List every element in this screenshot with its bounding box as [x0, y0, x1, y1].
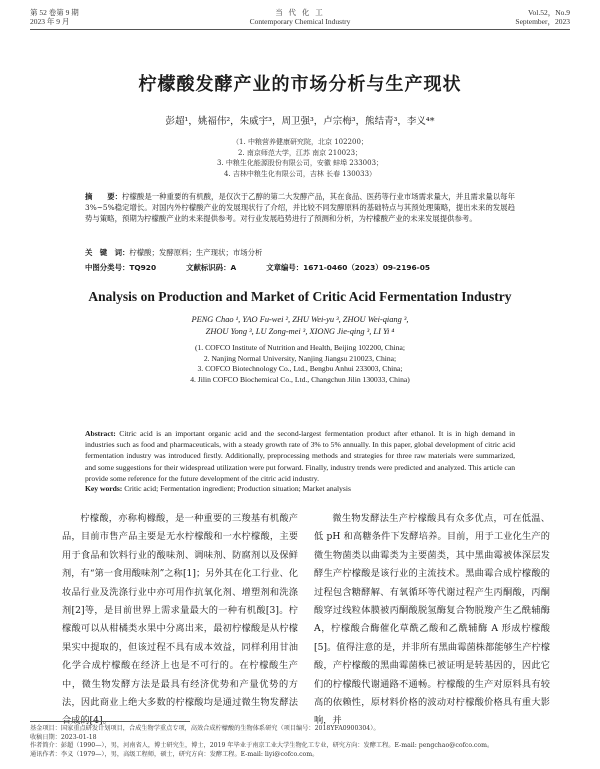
abstract-cn-label: 摘 要：: [85, 192, 123, 201]
affiliations-en: [0, 343, 600, 385]
abstract-en: [85, 428, 515, 484]
footnote-corresponding: 通讯作者：李义（1979—），男，高级工程师，硕士，研究方向：发酵工程。E-mail: liyi@cofco.com。: [30, 750, 319, 758]
authors-en-line-2: ZHOU Yong ³, LU Zong-mei ³, XIONG Jie-qing ³, LI Yi ⁴: [205, 327, 395, 336]
header-center: [200, 8, 400, 26]
clc-number: 中图分类号：TQ920: [85, 263, 157, 272]
footnote-received: 收稿日期：2023-01-18: [30, 733, 97, 741]
affiliation-cn-1: （1. 中粮营养健康研究院，北京 102200；: [232, 138, 368, 146]
affiliations-cn: [0, 137, 600, 179]
article-number: 文章编号：1671-0460（2023）09-2196-05: [266, 263, 430, 272]
keywords-en-label: Key words:: [85, 484, 123, 493]
affiliation-cn-2: 2. 南京师范大学，江苏 南京 210023；: [237, 148, 363, 157]
header-date: 2023 年 9 月: [30, 17, 70, 26]
keywords-cn-text: 柠檬酸；发酵原料；生产现状；市场分析: [129, 248, 263, 257]
affiliation-cn-3: 3. 中粮生化能源股份有限公司，安徽 蚌埠 233003；: [216, 159, 384, 167]
keywords-en: [85, 484, 515, 493]
abstract-cn-text: 柠檬酸是一种重要的有机酸，是仅次于乙醇的第二大发酵产品，其在食品、医药等行业市场需求量大，并且需求量以每年 3%~5%稳定增长。对国内外柠檬酸产业的发展现状行了介绍，并比较不同发酵原料的基础特点与其预处理策略，提出未来的发展趋势与策略，预期为柠檬酸产业的未来提供参考。对行业发展趋势进行了预测和分析，为柠檬酸产业的未来发展提供参考。: [85, 192, 515, 223]
body-left-column: 柠檬酸，亦称枸橼酸，是一种重要的三羧基有机酸产品，目前市售产品主要是无水柠檬酸和一水柠檬酸，主要用于食品和饮料行业的酸味剂、调味剂、防腐剂以及保鲜剂，有“第一食用酸味剂”之称[1]；另外其在化工行业、化妆品行业及洗涤行业中亦可用作抗氧化剂、增塑剂和洗涤剂[2]等，是目前世界上需求量最大的一种有机酸[3]。柠檬酸可以从柑橘类水果中分离出来，最初柠檬酸是从柠檬果实中提取的，但该过程不具有成本效益，同样利用甘油化学合成柠檬酸在经济上也是不可行的。在柠檬酸生产中，微生物发酵方法是最具有经济优势和产量优势的方法，因此商业上绝大多数的柠檬酸均是通过微生物发酵法合成的[4]。: [62, 513, 298, 727]
abstract-cn: [85, 191, 515, 224]
classification-row: [85, 262, 515, 273]
abstract-en-text: Citric acid is an important organic acid and the second-largest fermentation product after ethanol. It is in high demand in industries such as food and pharmaceuticals, with a steady growth rate of 3% to 5% annually. In this paper, global development of citric acid fermentation industry was introduced firstly. Additionally, preprocessing methods and strategies for three raw materials were summarized, and some suggestions for their widespread utilization were put forward. Finally, industry trends were predicted and analyzed. This article can provide some reference for the future development of the citric acid industry.: [85, 429, 515, 483]
affiliation-en-3: 3. COFCO Biotechnology Co., Ltd., Bengbu Anhui 233003, China;: [197, 364, 403, 373]
document-code: 文献标识码：A: [186, 263, 237, 272]
header-right: [515, 8, 570, 26]
header-left: [30, 8, 79, 26]
body-right-column: 微生物发酵法生产柠檬酸具有众多优点，可在低温、低 pH 和高糖条件下发酵培养。目前，用于工业化生产的微生物菌类以曲霉类为主要菌类，其中黑曲霉被体深层发酵生产柠檬酸是该行业的主流技术。黑曲霉合成柠檬酸的过程包含糖酵解、有氧循环等代谢过程产生丙酮酸，丙酮酸穿过线粒体膜被丙酮酸脱氢酶复合物脱羧产生乙酰辅酶 A，柠檬酸合酶催化草酰乙酸和乙酰辅酶 A 形成柠檬酸[5]。值得注意的是，并非所有黑曲霉菌株都能够生产柠檬酸，产柠檬酸的黑曲霉菌株已被证明是转基因的，因此它们的柠檬酸代谢通路不通畅。柠檬酸的生产对原料具有较高的依赖性，原材料价格的波动对柠檬酸价格具有重大影响，并: [314, 513, 550, 727]
affiliation-cn-4: 4. 吉林中粮生化有限公司，吉林 长春 130033）: [223, 169, 377, 178]
header-date-en: September，2023: [515, 17, 570, 26]
abstract-en-label: Abstract:: [85, 429, 116, 438]
header-volume-en: Vol.52，No.9: [528, 8, 570, 17]
footnote-author-bio: 作者简介：彭超（1990—），男，河南省人，博士研究生，博士，2019 年毕业于南京工业大学生物化工专业，研究方向：发酵工程。E-mail: pengchao@cofco.com。: [30, 742, 494, 750]
keywords-cn: [85, 247, 515, 258]
paper-title-en: Analysis on Production and Market of Critic Acid Fermentation Industry: [88, 289, 512, 304]
journal-name-en: Contemporary Chemical Industry: [249, 17, 351, 26]
paper-title-cn: 柠檬酸发酵产业的市场分析与生产现状: [138, 74, 462, 95]
header-rule: [30, 29, 570, 30]
authors-en-line-1: PENG Chao ¹, YAO Fu-wei ², ZHU Wei-yu ³, ZHOU Wei-qiang ³,: [191, 315, 409, 324]
affiliation-en-1: (1. COFCO Institute of Nutrition and Health, Beijing 102200, China;: [194, 343, 406, 352]
affiliation-en-4: 4. Jilin COFCO Biochemical Co., Ltd., Changchun Jilin 130033, China): [190, 374, 410, 384]
footnote-fund: 基金项目：国家重点研发计划项目，合成生物学重点专项，高效合成柠檬酸的生物体系研究（项目编号：2018YFA0900304）。: [30, 725, 380, 732]
authors-cn: 彭超¹，姚福伟²，朱威宇³，周卫强³，卢宗梅³，熊结青³，李义⁴*: [165, 116, 435, 127]
keywords-en-text: Critic acid; Fermentation ingredient; Production situation; Market analysis: [122, 484, 351, 493]
header-volume: 第 52 卷第 9 期: [30, 8, 79, 17]
footnote: [30, 725, 570, 759]
journal-name-cn: 当 代 化 工: [275, 8, 325, 17]
keywords-cn-label: 关 键 词：: [85, 248, 130, 257]
affiliation-en-2: 2. Nanjing Normal University, Nanjing Jiangsu 210023, China;: [203, 353, 397, 363]
authors-en: [0, 314, 600, 338]
footnote-rule: [30, 721, 190, 722]
